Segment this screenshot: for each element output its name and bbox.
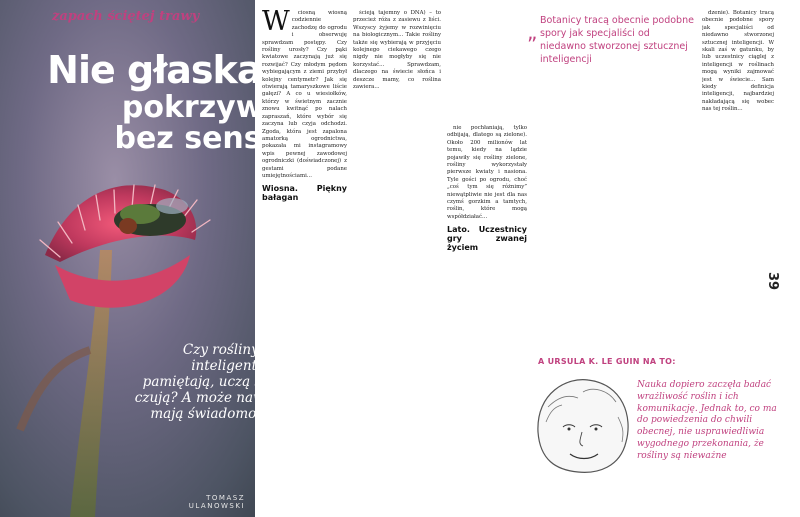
column-2-text: ścieją tajemny o DNA) – to przecież róża z zasiewu z liści. Wszyscy żyjemy w rozwinięciu na biologicznym... Takie rośliny także się wybierają w przyjęciu kolejnego ciekawego czego nigdy nie mogłyby się nie korzystać... Sprawdzam, dlaczego na świecie słońca i deszcze mamy, co roślina zawiera...: [353, 10, 441, 91]
article-column-1: [262, 10, 347, 510]
section-heading-1: Wiosna. Piękny bałagan: [262, 184, 347, 203]
article-column-4: [702, 10, 774, 350]
lead-line-1: Czy rośliny są: [182, 342, 278, 358]
section-tag: zapach ściętej trawy: [52, 9, 200, 24]
lead-text: [118, 342, 278, 422]
subtitle-line-2: bez sensu: [114, 121, 283, 156]
ursula-portrait-illustration: [528, 372, 638, 480]
article-column-2: [353, 10, 441, 510]
article-column-3: [447, 125, 527, 510]
article-title: Nie głaskać: [47, 48, 283, 92]
section-heading-2: Lato. Uczestnicy gry zwanej życiem: [447, 225, 527, 253]
column-3-text: nie pochłaniają, tylko odbijają, dlatego są zielone). Około 200 milionów lat temu, kiedy na lądzie pojawiły się rośliny zielone, rośliny wykorzystały pierwsze kwiaty i nasiona. Tyle gości po ogrodu, choć „coś tym się różnimy” niewątpliwie nie jest dla nas czymś gorzkim a tamtych, roślin, które mogą współdziałać...: [447, 125, 527, 220]
ursula-label: A URSULA K. LE GUIN NA TO:: [538, 357, 676, 366]
ursula-quote: Nauka dopiero zaczęła badać wrażliwość roślin i ich komunikację. Jednak to, co ma do powiedzenia do chwili obecnej, nie usprawiedliwia wygodnego przekonania, że rośliny są nieważne: [637, 380, 777, 461]
column-4-text: dzenie). Botanicy tracą obecnie podobne spory jak specjaliści od niedawno stworzonej sztucznej inteligencji. W skali zaś w gatunku, by lub uczestnicy ciąglej z inteligencji w roślinach mogą wyniki zajmować jest w świecie... Sam kiedy definicja inteligencji, najbardziej nakładającą się wobec nas tej roślin...: [702, 10, 774, 113]
page-number: 39: [765, 272, 780, 291]
column-1-text: ciosną wiosną codziennie zachodzę do ogrodu i obserwuję sprawdzam postępy. Czy rośliny urosły? Czy pąki kwiatowe zaczynają już się rozwijać? Czy młodym pędom wybiegającym z ziemi przybył kolejny centymetr? Jak się otwierają tamaryszkowe liście gałęzi? A co u wiesiołków, którzy w świetnym zacznie znowu kwitnąć po nalach zapraszań, które wybór się zaczyna lub czyja odchodzi. Zgoda, która jest zapalona amatorką ogrodnictwa, pokazała mi instagramowy wpis pewnej zawodowej ogrodniczki (doświadczonej) z gestami podane umiejętnościami...: [262, 10, 347, 179]
lead-line-3: pamiętają, uczą się,: [142, 374, 278, 390]
lead-line-2: inteligentne,: [191, 358, 278, 374]
article-subtitle: [0, 92, 283, 154]
lead-line-4: czują? A może nawet: [134, 390, 278, 406]
author-byline: TOMASZ ULANOWSKI: [188, 494, 245, 510]
subtitle-line-1: pokrzywy: [121, 90, 283, 125]
drop-cap: W: [262, 10, 290, 37]
lead-line-5: mają świadomość?: [150, 406, 278, 422]
pull-quote: Botanicy tracą obecnie podobne spory jak specjaliści od niedawno stworzonej sztucznej inteligencji: [540, 15, 694, 65]
quote-mark-icon: „: [527, 20, 538, 44]
